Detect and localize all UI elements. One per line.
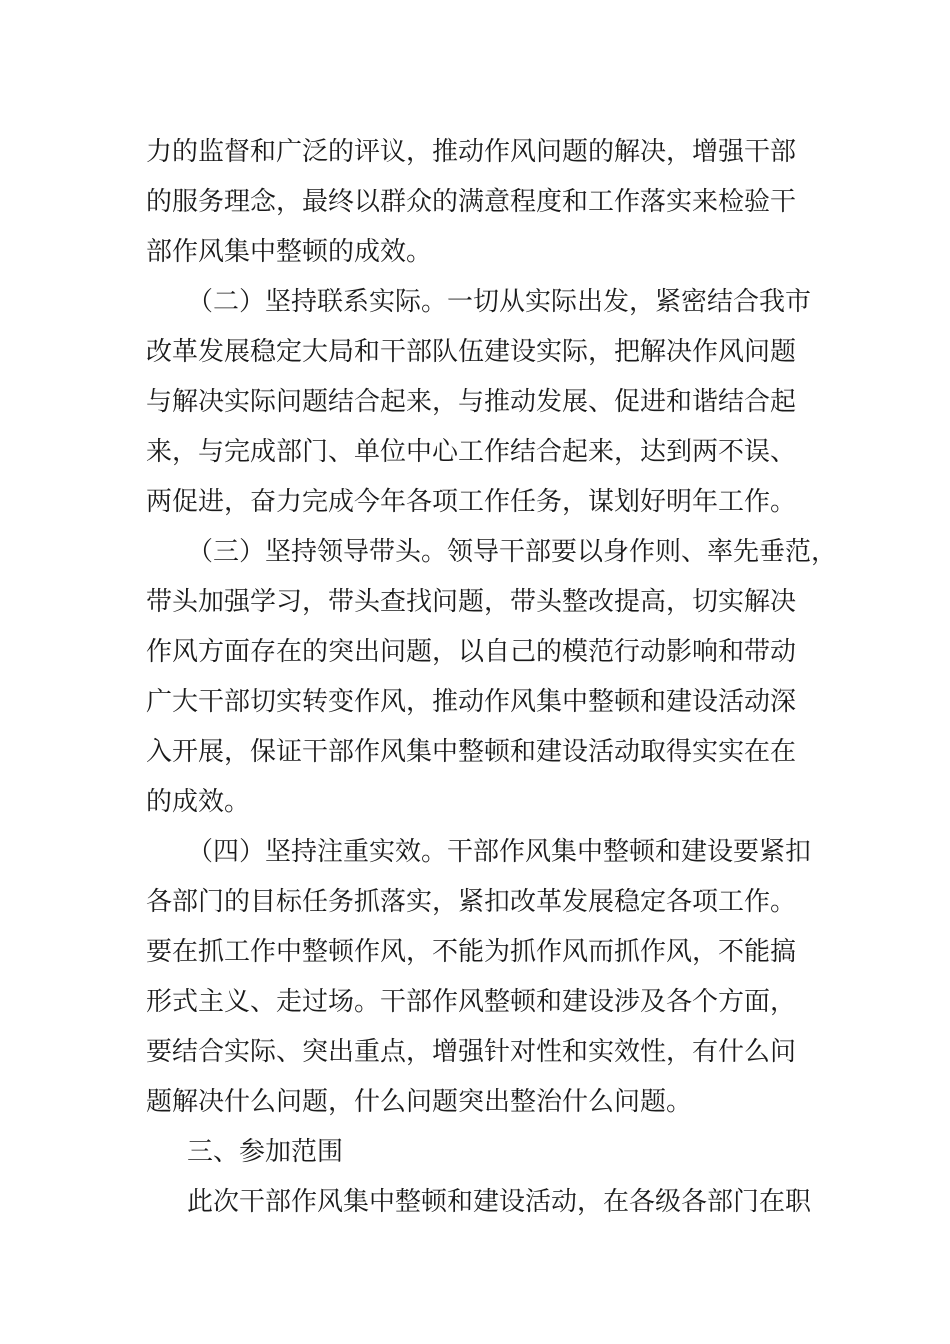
text-line: 部作风集中整顿的成效。 (146, 237, 433, 267)
text-line: 要结合实际、突出重点，增强针对性和实效性，有什么问 (146, 1037, 797, 1067)
text-line: 形式主义、走过场。干部作风整顿和建设涉及各个方面， (146, 987, 797, 1017)
text-line: 改革发展稳定大局和干部队伍建设实际，把解决作风问题 (146, 337, 797, 367)
text-line: 两促进，奋力完成今年各项工作任务，谋划好明年工作。 (146, 487, 797, 517)
text-line: 的服务理念，最终以群众的满意程度和工作落实来检验干 (146, 187, 797, 217)
section-heading: 三、参加范围 (187, 1137, 344, 1167)
paragraph-start-line: 此次干部作风集中整顿和建设活动，在各级各部门在职 (187, 1187, 812, 1217)
text-line: 来，与完成部门、单位中心工作结合起来，达到两不误、 (146, 437, 797, 467)
paragraph-start-line: （二）坚持联系实际。一切从实际出发，紧密结合我市 (187, 287, 812, 317)
text-line: 力的监督和广泛的评议，推动作风问题的解决，增强干部 (146, 137, 797, 167)
paragraph-start-line: （四）坚持注重实效。干部作风集中整顿和建设要紧扣 (187, 837, 812, 867)
text-line: 广大干部切实转变作风，推动作风集中整顿和建设活动深 (146, 687, 797, 717)
text-line: 作风方面存在的突出问题，以自己的模范行动影响和带动 (146, 637, 797, 667)
text-line: 带头加强学习，带头查找问题，带头整改提高，切实解决 (146, 587, 797, 617)
paragraph-start-line: （三）坚持领导带头。领导干部要以身作则、率先垂范， (187, 537, 838, 567)
text-line: 与解决实际问题结合起来，与推动发展、促进和谐结合起 (146, 387, 797, 417)
text-line: 入开展，保证干部作风集中整顿和建设活动取得实实在在 (146, 737, 797, 767)
text-line: 题解决什么问题，什么问题突出整治什么问题。 (146, 1087, 693, 1117)
text-line: 各部门的目标任务抓落实，紧扣改革发展稳定各项工作。 (146, 887, 797, 917)
text-line: 的成效。 (146, 787, 251, 817)
text-line: 要在抓工作中整顿作风，不能为抓作风而抓作风，不能搞 (146, 937, 797, 967)
